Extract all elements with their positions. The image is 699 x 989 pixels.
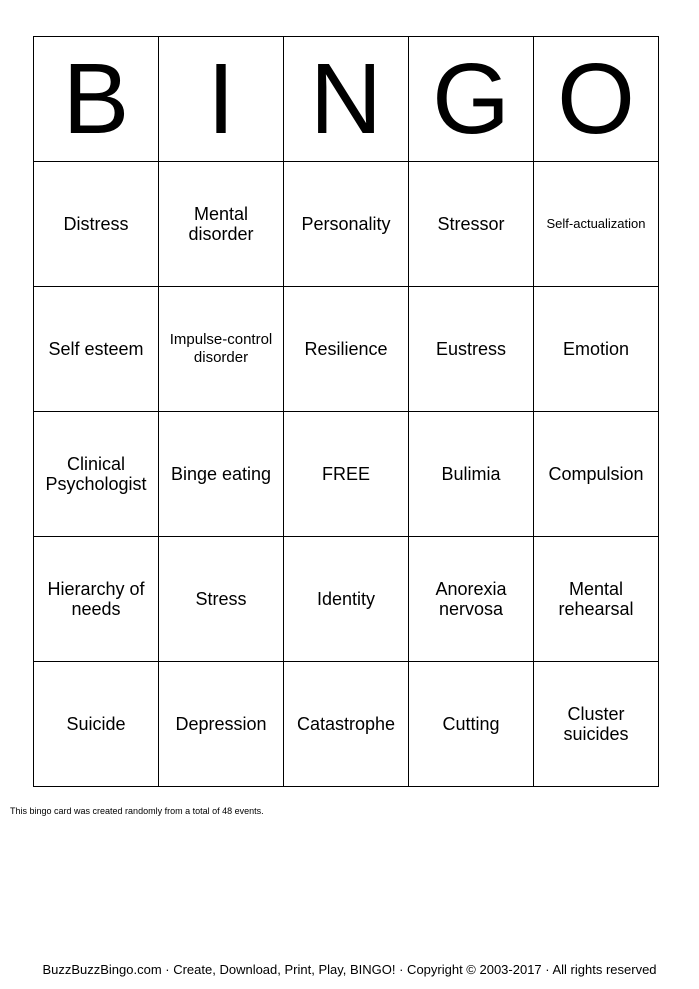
- bingo-cell: Self-actualization: [534, 162, 659, 287]
- bingo-cell: Binge eating: [159, 412, 284, 537]
- header-letter-i: I: [159, 37, 284, 162]
- bingo-cell: Cutting: [409, 662, 534, 787]
- header-letter-n: N: [284, 37, 409, 162]
- bingo-cell: Identity: [284, 537, 409, 662]
- bingo-cell: Mental rehearsal: [534, 537, 659, 662]
- bingo-cell: Stressor: [409, 162, 534, 287]
- bingo-cell: Emotion: [534, 287, 659, 412]
- site-footer: BuzzBuzzBingo.com · Create, Download, Print, Play, BINGO! · Copyright © 2003-2017 · All rights reserved: [42, 962, 657, 977]
- bingo-cell: Anorexia nervosa: [409, 537, 534, 662]
- bingo-cell: Suicide: [34, 662, 159, 787]
- bingo-cell: Personality: [284, 162, 409, 287]
- bingo-cell: Resilience: [284, 287, 409, 412]
- bingo-cell: Hierarchy of needs: [34, 537, 159, 662]
- header-row: [34, 37, 659, 162]
- bingo-cell: Depression: [159, 662, 284, 787]
- bingo-cell: Self esteem: [34, 287, 159, 412]
- bingo-cell: Cluster suicides: [534, 662, 659, 787]
- generation-note: This bingo card was created randomly from a total of 48 events.: [10, 806, 264, 816]
- bingo-cell: Bulimia: [409, 412, 534, 537]
- bingo-cell: Catastrophe: [284, 662, 409, 787]
- bingo-row-5: [34, 662, 659, 787]
- bingo-cell: Distress: [34, 162, 159, 287]
- bingo-cell: Stress: [159, 537, 284, 662]
- bingo-row-1: [34, 162, 659, 287]
- bingo-cell: Eustress: [409, 287, 534, 412]
- header-letter-b: B: [34, 37, 159, 162]
- bingo-row-2: [34, 287, 659, 412]
- bingo-row-3: [34, 412, 659, 537]
- free-space-cell: FREE: [284, 412, 409, 537]
- bingo-row-4: [34, 537, 659, 662]
- header-letter-g: G: [409, 37, 534, 162]
- bingo-cell: Compulsion: [534, 412, 659, 537]
- header-letter-o: O: [534, 37, 659, 162]
- bingo-grid: [33, 36, 659, 787]
- bingo-cell: Mental disorder: [159, 162, 284, 287]
- bingo-cell: Clinical Psychologist: [34, 412, 159, 537]
- bingo-cell: Impulse-control disorder: [159, 287, 284, 412]
